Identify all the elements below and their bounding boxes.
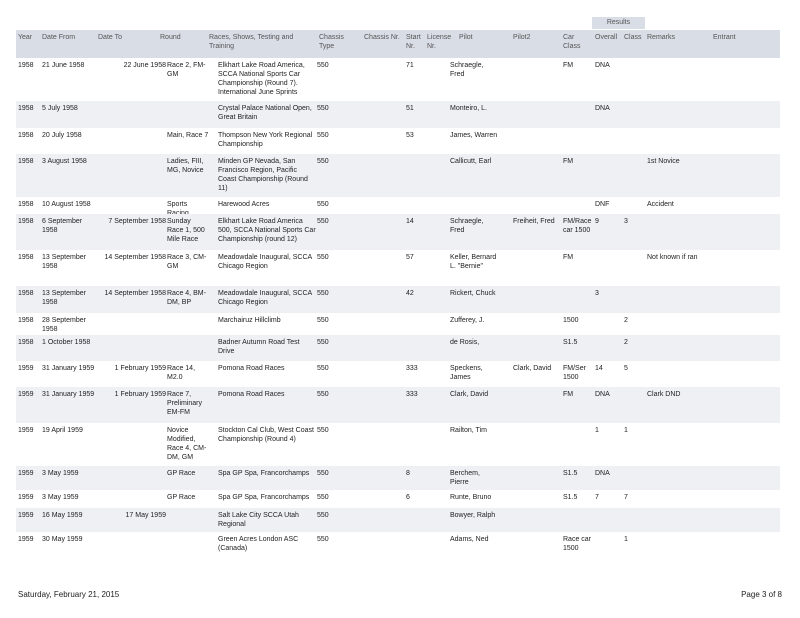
row-chassis-type: 550 (317, 427, 329, 434)
row-races: Elkhart Lake Road America, SCCA National Sports Car Championship (Round 7). International June Sprints (218, 62, 305, 96)
row-car-class: FM (563, 391, 574, 398)
row-chassis-type: 550 (317, 158, 329, 165)
row-class: 2 (624, 339, 628, 346)
row-car-class: FM (563, 158, 574, 165)
row-races: Stockton Cal Club, West Coast Championship (Round 4) (218, 427, 314, 443)
row-car-class: 1500 (563, 317, 579, 324)
table-row (16, 286, 780, 313)
row-car-class: FM (563, 254, 574, 261)
row-round: Race 4, BM-DM, BP (167, 290, 206, 306)
row-round: Race 7, Preliminary EM-FM (167, 391, 203, 416)
row-date-from: 3 May 1959 (42, 470, 79, 477)
row-chassis-type: 550 (317, 391, 329, 398)
row-start-nr: 14 (406, 218, 414, 225)
row-chassis-type: 550 (317, 62, 329, 69)
row-class: 3 (624, 218, 628, 225)
row-year: 1959 (18, 470, 34, 477)
table-row (16, 128, 780, 154)
table-row (16, 423, 780, 466)
row-date-from: 16 May 1959 (42, 512, 83, 519)
row-pilot: Speckens, James (450, 365, 483, 381)
row-date-to: 22 June 1958 (123, 62, 166, 69)
row-pilot: Callicutt, Earl (450, 158, 492, 165)
row-year: 1958 (18, 218, 34, 225)
row-races: Thompson New York Regional Championship (218, 132, 313, 148)
col-year: Year (18, 34, 33, 41)
row-round: Race 14, M2.0 (167, 365, 196, 381)
row-start-nr: 57 (406, 254, 414, 261)
row-start-nr: 51 (406, 105, 414, 112)
table-row (16, 313, 780, 335)
row-year: 1958 (18, 201, 34, 208)
row-year: 1959 (18, 512, 34, 519)
row-pilot: Runte, Bruno (450, 494, 492, 501)
row-pilot: Monteiro, L. (450, 105, 487, 112)
row-start-nr: 71 (406, 62, 414, 69)
row-races: Elkhart Lake Road America 500, SCCA National Sports Car Championship (round 12) (218, 218, 316, 243)
row-pilot: Keller, Bernard L. "Bernie" (450, 254, 497, 270)
table-row (16, 361, 780, 387)
row-overall: 1 (595, 427, 599, 434)
row-date-from: 3 May 1959 (42, 494, 79, 501)
row-date-from: 10 August 1958 (42, 201, 91, 208)
row-races: Spa GP Spa, Francorchamps (218, 470, 310, 477)
row-year: 1958 (18, 317, 34, 324)
row-year: 1958 (18, 254, 34, 261)
col-date-to: Date To (98, 34, 122, 41)
row-pilot2: Freiheit, Fred (513, 218, 555, 225)
row-car-class: FM/Ser 1500 (563, 365, 586, 381)
row-chassis-type: 550 (317, 105, 329, 112)
col-car-class: Car Class (563, 34, 581, 50)
table-row (16, 466, 780, 490)
col-pilot: Pilot (459, 34, 473, 41)
row-date-from: 5 July 1958 (42, 105, 78, 112)
row-overall: DNA (595, 62, 610, 69)
footer-date: Saturday, February 21, 2015 (18, 590, 120, 599)
col-races: Races, Shows, Testing and Training (209, 34, 294, 50)
row-chassis-type: 550 (317, 317, 329, 324)
row-remarks: Clark DND (647, 391, 681, 398)
row-pilot: Adams, Ned (450, 536, 489, 543)
col-chassis-nr: Chassis Nr. (364, 34, 400, 41)
col-chassis-type: Chassis Type (319, 34, 344, 50)
row-races: Crystal Palace National Open, Great Britain (218, 105, 312, 121)
row-date-from: 6 September 1958 (42, 218, 83, 234)
row-round: GP Race (167, 494, 196, 501)
footer-page-number: Page 3 of 8 (741, 590, 782, 599)
row-pilot2: Clark, David (513, 365, 552, 372)
row-class: 1 (624, 536, 628, 543)
row-chassis-type: 550 (317, 290, 329, 297)
row-chassis-type: 550 (317, 470, 329, 477)
col-date-from: Date From (42, 34, 76, 41)
row-round: Sunday Race 1, 500 Mile Race (167, 218, 205, 243)
col-pilot2: Pilot2 (513, 34, 531, 41)
row-round: Race 3, CM-GM (167, 254, 207, 270)
row-class: 5 (624, 365, 628, 372)
row-round: Novice Modified, Race 4, CM-DM, GM (167, 427, 207, 461)
row-date-to: 14 September 1958 (104, 290, 166, 297)
row-year: 1959 (18, 494, 34, 501)
row-pilot: Berchem, Pierre (450, 470, 480, 486)
row-date-from: 20 July 1958 (42, 132, 82, 139)
row-races: Meadowdale Inaugural, SCCA Chicago Region (218, 254, 312, 270)
row-chassis-type: 550 (317, 339, 329, 346)
row-overall: DNA (595, 391, 610, 398)
row-overall: DNA (595, 470, 610, 477)
row-year: 1959 (18, 536, 34, 543)
table-row (16, 490, 780, 508)
row-year: 1959 (18, 365, 34, 372)
row-chassis-type: 550 (317, 494, 329, 501)
row-overall: DNA (595, 105, 610, 112)
row-races: Harewood Acres (218, 201, 270, 208)
col-entrant: Entrant (713, 34, 736, 41)
row-date-to: 1 February 1959 (114, 365, 166, 372)
row-year: 1959 (18, 427, 34, 434)
row-round: Main, Race 7 (167, 132, 209, 139)
row-overall: 7 (595, 494, 599, 501)
row-date-from: 31 January 1959 (42, 391, 95, 398)
row-remarks: 1st Novice (647, 158, 680, 165)
row-year: 1958 (18, 290, 34, 297)
table-row (16, 387, 780, 423)
row-car-class: S1.5 (563, 470, 578, 477)
table-row (16, 335, 780, 361)
row-date-to: 14 September 1958 (104, 254, 166, 261)
table-row (16, 58, 780, 101)
table-row (16, 250, 780, 286)
row-date-from: 3 August 1958 (42, 158, 87, 165)
row-races: Meadowdale Inaugural, SCCA Chicago Region (218, 290, 312, 306)
row-overall: 14 (595, 365, 603, 372)
table-row (16, 101, 780, 128)
row-round: Sports (167, 201, 188, 208)
row-year: 1958 (18, 339, 34, 346)
row-races: Marchairuz Hillclimb (218, 317, 281, 324)
col-license-nr: License Nr. (427, 34, 452, 50)
col-round: Round (160, 34, 181, 41)
row-chassis-type: 550 (317, 365, 329, 372)
row-pilot: Schraegle, Fred (450, 62, 484, 78)
row-races: Badner Autumn Road Test Drive (218, 339, 300, 355)
row-races: Salt Lake City SCCA Utah Regional (218, 512, 299, 528)
row-round: Race 2, FM-GM (167, 62, 206, 78)
row-chassis-type: 550 (317, 201, 329, 208)
row-pilot: Zufferey, J. (450, 317, 485, 324)
row-races: Pomona Road Races (218, 365, 285, 372)
row-date-from: 13 September 1958 (42, 254, 86, 270)
row-date-from: 21 June 1958 (42, 62, 85, 69)
row-pilot: de Rosis, (450, 339, 480, 346)
row-pilot: Railton, Tim (450, 427, 487, 434)
row-date-to: 1 February 1959 (114, 391, 166, 398)
table-row (16, 532, 780, 560)
row-round: GP Race (167, 470, 196, 477)
table-row (16, 214, 780, 250)
row-date-from: 28 September 1958 (42, 317, 86, 333)
row-round: Ladies, FIII, MG, Novice (167, 158, 204, 174)
row-car-class: FM/Race car 1500 (563, 218, 592, 234)
row-races: Minden GP Nevada, San Francisco Region, Pacific Coast Championship (Round 11) (218, 158, 308, 192)
row-date-from: 31 January 1959 (42, 365, 95, 372)
row-start-nr: 53 (406, 132, 414, 139)
row-year: 1958 (18, 158, 34, 165)
row-year: 1958 (18, 62, 34, 69)
row-remarks: Not known if ran (647, 254, 698, 261)
col-remarks: Remarks (647, 34, 676, 41)
row-date-from: 19 April 1959 (42, 427, 83, 434)
row-class: 2 (624, 317, 628, 324)
table-header (16, 30, 780, 58)
table-row (16, 197, 780, 214)
row-races: Green Acres London ASC (Canada) (218, 536, 299, 552)
row-class: 7 (624, 494, 628, 501)
col-class: Class (624, 34, 642, 41)
row-date-from: 30 May 1959 (42, 536, 83, 543)
col-start-nr: Start Nr. (406, 34, 421, 50)
row-chassis-type: 550 (317, 218, 329, 225)
row-date-to: 17 May 1959 (125, 512, 166, 519)
row-chassis-type: 550 (317, 254, 329, 261)
row-remarks: Accident (647, 201, 674, 208)
row-start-nr: 8 (406, 470, 410, 477)
row-races: Pomona Road Races (218, 391, 285, 398)
row-chassis-type: 550 (317, 536, 329, 543)
row-overall: 3 (595, 290, 599, 297)
row-car-class: S1.5 (563, 494, 578, 501)
row-start-nr: 42 (406, 290, 414, 297)
row-start-nr: 6 (406, 494, 410, 501)
results-group-header: Results (592, 17, 645, 29)
row-class: 1 (624, 427, 628, 434)
row-year: 1958 (18, 132, 34, 139)
row-start-nr: 333 (406, 365, 418, 372)
row-races: Spa GP Spa, Francorchamps (218, 494, 310, 501)
row-pilot: Bowyer, Ralph (450, 512, 496, 519)
table-row (16, 154, 780, 197)
row-car-class: Race car 1500 (563, 536, 592, 552)
row-year: 1958 (18, 105, 34, 112)
row-overall: 9 (595, 218, 599, 225)
row-start-nr: 333 (406, 391, 418, 398)
row-overall: DNF (595, 201, 610, 208)
row-car-class: FM (563, 62, 574, 69)
row-pilot: Schraegle, Fred (450, 218, 484, 234)
row-pilot: James, Warren (450, 132, 498, 139)
row-car-class: S1.5 (563, 339, 578, 346)
row-chassis-type: 550 (317, 132, 329, 139)
row-date-from: 1 October 1958 (42, 339, 91, 346)
row-date-from: 13 September 1958 (42, 290, 86, 306)
table-row (16, 508, 780, 532)
col-overall: Overall (595, 34, 618, 41)
row-pilot: Clark, David (450, 391, 489, 398)
row-chassis-type: 550 (317, 512, 329, 519)
row-year: 1959 (18, 391, 34, 398)
row-date-to: 7 September 1958 (108, 218, 166, 225)
row-pilot: Rickert, Chuck (450, 290, 496, 297)
